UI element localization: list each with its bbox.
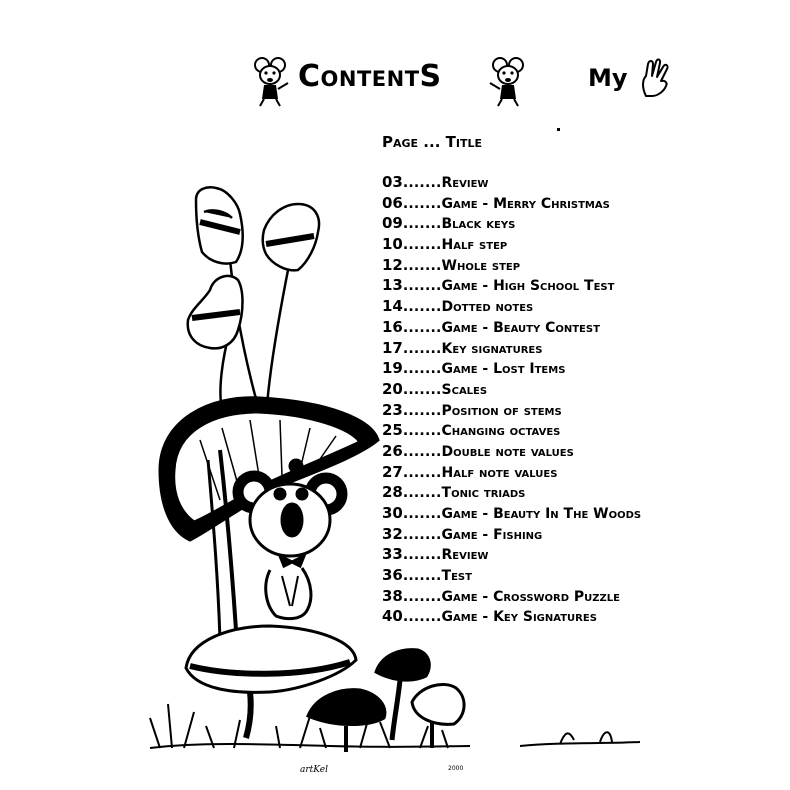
grass-ground bbox=[150, 704, 640, 748]
toc-column-headers bbox=[382, 130, 782, 154]
entry-page: 20 bbox=[382, 379, 403, 398]
toc-entry[interactable] bbox=[382, 296, 782, 317]
bell-mushroom-middle bbox=[188, 276, 243, 410]
entry-title: Test bbox=[441, 568, 472, 585]
column-page-label: Page bbox=[382, 133, 419, 151]
entry-title: Scales bbox=[441, 381, 488, 398]
toc-entry[interactable] bbox=[382, 317, 782, 338]
toc-entry[interactable] bbox=[382, 524, 782, 545]
toc-entry[interactable] bbox=[382, 441, 782, 462]
entry-title: Position of stems bbox=[441, 402, 562, 419]
entry-leader: ....... bbox=[402, 568, 442, 585]
toc-entry[interactable] bbox=[382, 172, 782, 193]
entry-title: Dotted notes bbox=[441, 299, 534, 316]
bell-mushroom-left bbox=[196, 187, 262, 420]
entry-leader: ....... bbox=[402, 423, 442, 440]
toc-entry[interactable] bbox=[382, 234, 782, 255]
toc-entry[interactable] bbox=[382, 565, 782, 586]
entry-leader: ....... bbox=[402, 237, 442, 254]
entry-page: 10 bbox=[382, 235, 403, 254]
bell-mushroom-right bbox=[263, 204, 319, 420]
entry-leader: ....... bbox=[402, 381, 442, 398]
entry-title: Game - Merry Christmas bbox=[441, 195, 610, 212]
entry-page: 27 bbox=[382, 462, 403, 481]
mouse-character bbox=[234, 460, 346, 619]
entry-title: Game - Fishing bbox=[441, 526, 543, 543]
entry-leader: ....... bbox=[402, 609, 442, 626]
toc-entry[interactable] bbox=[382, 255, 782, 276]
entry-page: 25 bbox=[382, 421, 403, 440]
entry-page: 19 bbox=[382, 359, 403, 378]
mouse-with-wand-icon bbox=[250, 55, 290, 107]
entry-leader: ....... bbox=[402, 278, 442, 295]
entry-title: Game - Beauty In The Woods bbox=[441, 506, 642, 522]
entry-page: 13 bbox=[382, 276, 403, 295]
entry-title: Half note values bbox=[441, 464, 558, 481]
entry-page: 33 bbox=[382, 545, 403, 564]
toc-entry[interactable] bbox=[382, 400, 782, 421]
page-title: ContentS bbox=[298, 59, 442, 94]
brand-label: My bbox=[588, 64, 628, 92]
entry-page: 17 bbox=[382, 338, 403, 357]
entry-title: Double note values bbox=[441, 443, 574, 460]
entry-leader: ....... bbox=[402, 257, 442, 274]
entry-page: 36 bbox=[382, 566, 403, 585]
entry-page: 23 bbox=[382, 400, 403, 419]
toc-entry[interactable] bbox=[382, 379, 782, 400]
entry-leader: ....... bbox=[402, 361, 442, 378]
entry-leader: ....... bbox=[402, 216, 442, 233]
small-mushroom-cap bbox=[186, 626, 356, 738]
entry-leader: ....... bbox=[402, 195, 442, 212]
toc-entry[interactable] bbox=[382, 420, 782, 441]
entry-page: 28 bbox=[382, 483, 403, 502]
entry-page: 03 bbox=[382, 173, 403, 191]
contents-header bbox=[250, 55, 540, 110]
entry-leader: ....... bbox=[402, 175, 442, 191]
entry-leader: ....... bbox=[402, 464, 442, 481]
entry-page: 14 bbox=[382, 297, 403, 316]
entry-page: 30 bbox=[382, 504, 403, 522]
large-mushroom-cap bbox=[160, 398, 378, 640]
entry-leader: ....... bbox=[402, 319, 442, 336]
entry-title: Game - Key Signatures bbox=[441, 609, 597, 626]
entry-title: Key signatures bbox=[441, 340, 543, 357]
entry-leader: ....... bbox=[402, 299, 442, 316]
entry-page: 16 bbox=[382, 317, 403, 336]
entry-page: 09 bbox=[382, 214, 403, 233]
entry-title: Changing octaves bbox=[441, 423, 561, 440]
entry-title: Game - Beauty Contest bbox=[441, 319, 600, 336]
entry-leader: ....... bbox=[402, 485, 442, 502]
toc-entry[interactable] bbox=[382, 213, 782, 234]
entry-title: Review bbox=[441, 547, 489, 564]
entry-title: Game - Crossword Puzzle bbox=[441, 588, 621, 605]
entry-title: Black keys bbox=[441, 216, 516, 233]
toc-entry[interactable] bbox=[382, 482, 782, 503]
toc-entry[interactable] bbox=[382, 586, 782, 607]
column-separator: ... bbox=[423, 133, 441, 151]
toc-entry[interactable] bbox=[382, 338, 782, 359]
entry-leader: ....... bbox=[402, 506, 442, 522]
toc-entry[interactable] bbox=[382, 193, 782, 214]
toc-entries bbox=[382, 172, 782, 627]
entry-leader: ....... bbox=[402, 443, 442, 460]
artwork-year: 2000 bbox=[448, 765, 464, 772]
entry-title: Half step bbox=[441, 237, 508, 254]
toc-entry[interactable] bbox=[382, 358, 782, 379]
entry-leader: ....... bbox=[402, 526, 442, 543]
entry-title: Review bbox=[441, 175, 489, 191]
entry-leader: ....... bbox=[402, 588, 442, 605]
brand-mark bbox=[588, 58, 672, 98]
three-fingers-hand-icon bbox=[638, 58, 672, 98]
entry-leader: ....... bbox=[402, 547, 442, 564]
entry-page: 40 bbox=[382, 607, 403, 626]
toc-entry[interactable] bbox=[382, 275, 782, 296]
entry-page: 32 bbox=[382, 524, 403, 543]
entry-leader: ....... bbox=[402, 402, 442, 419]
toc-entry[interactable] bbox=[382, 503, 782, 524]
artist-signature: artKel bbox=[300, 765, 328, 775]
mouse-with-wand-icon bbox=[488, 55, 528, 107]
entry-page: 12 bbox=[382, 255, 403, 274]
entry-title: Game - High School Test bbox=[441, 278, 615, 295]
toc-entry[interactable] bbox=[382, 544, 782, 565]
entry-page: 26 bbox=[382, 441, 403, 460]
entry-leader: ....... bbox=[402, 340, 442, 357]
entry-title: Game - Lost Items bbox=[441, 361, 566, 378]
toc-entry[interactable] bbox=[382, 462, 782, 483]
entry-page: 06 bbox=[382, 193, 403, 212]
table-of-contents bbox=[382, 130, 782, 627]
toc-entry[interactable] bbox=[382, 606, 782, 627]
entry-title: Tonic triads bbox=[441, 485, 526, 502]
column-title-label: Title bbox=[445, 133, 482, 151]
mushroom-cluster-right bbox=[308, 650, 464, 752]
entry-page: 38 bbox=[382, 586, 403, 605]
entry-title: Whole step bbox=[441, 257, 521, 274]
